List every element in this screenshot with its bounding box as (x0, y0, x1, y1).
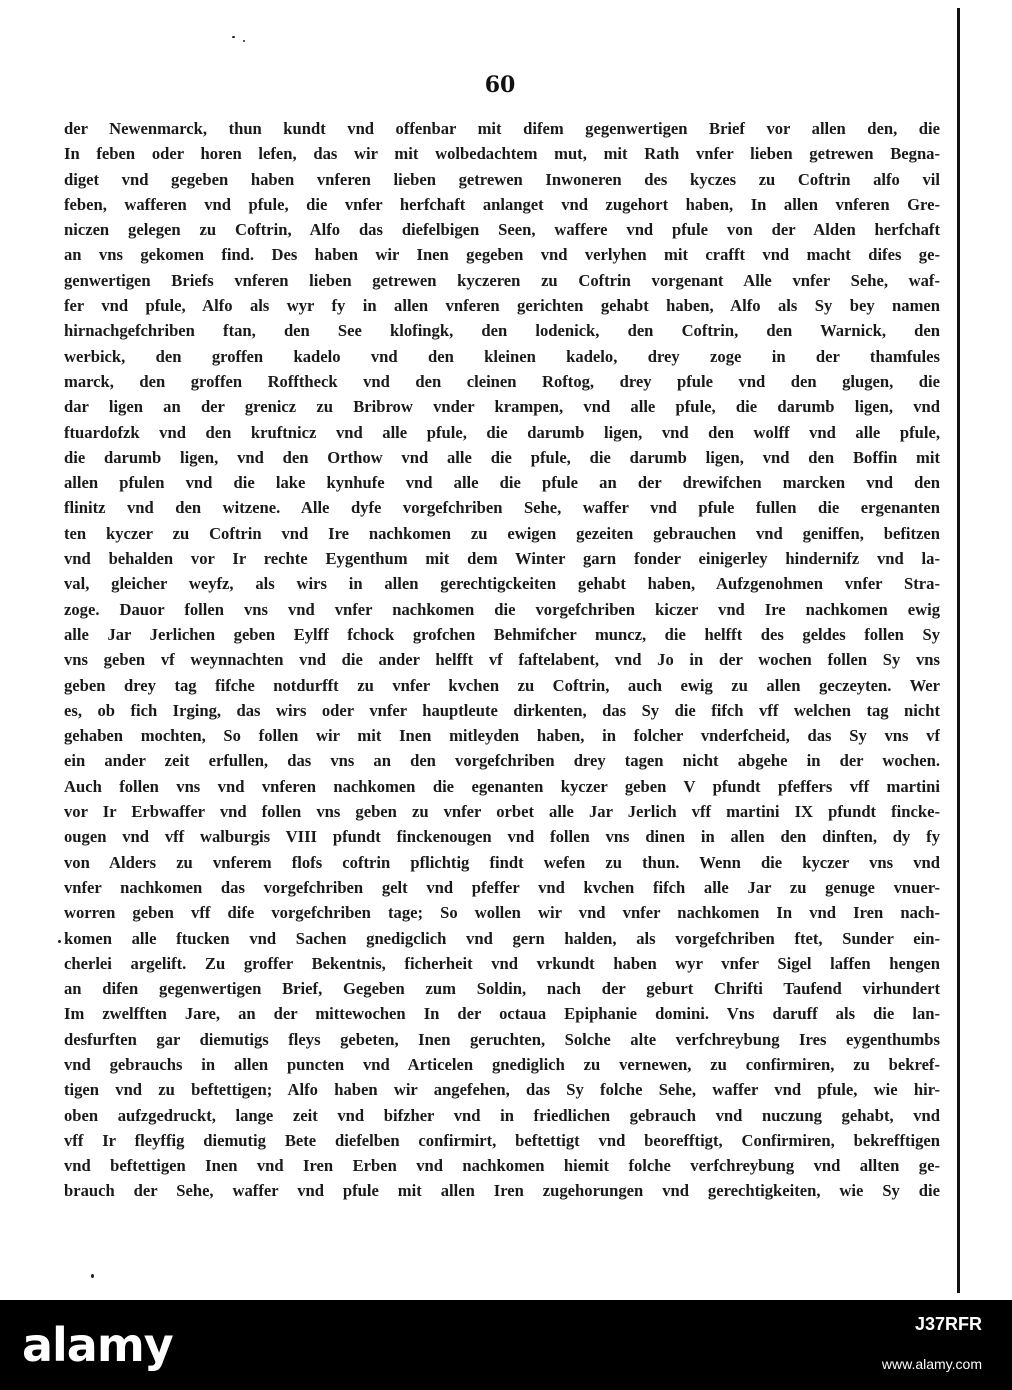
text-line: flinitz vnd den witzene. Alle dyfe vorgefchriben Sehe, waffer vnd pfule fullen die ergenanten (64, 498, 940, 518)
text-line: In feben oder horen lefen, das wir mit wolbedachtem mut, mit Rath vnfer lieben getrewen Begna- (64, 144, 940, 164)
text-line: ein ander zeit erfullen, das vns an den vorgefchriben drey tagen nicht abgehe in der wochen. (64, 751, 940, 771)
page-edge-rule (957, 8, 960, 1293)
text-line: komen alle ftucken vnd Sachen gnedigclich vnd gern halden, als vorgefchriben ftet, Sunder ein- (64, 928, 940, 948)
text-line: werbick, den groffen kadelo vnd den kleinen kadelo, drey zoge in der thamfules (64, 346, 940, 366)
text-line: der Newenmarck, thun kundt vnd offenbar mit difem gegenwertigen Brief vor allen den, die (64, 119, 940, 138)
ink-speck (91, 1274, 94, 1278)
text-line: vnd beftettigen Inen vnd Iren Erben vnd nachkomen hiemit folche verfchreybung vnd allten ge- (64, 1156, 940, 1176)
text-line: marck, den groffen Roffthеck vnd den cleinen Roftog, drey pfule vnd den glugen, die (64, 371, 940, 391)
text-line: cherlei argelift. Zu groffer Bekentnis, ficherheit vnd vrkundt haben wyr vnfer Sigel laffen hengen (64, 953, 940, 973)
text-line: feben, wafferen vnd pfule, die vnfer herfchaft anlanget vnd zugehort haben, In allen vnferen Gre- (64, 194, 940, 214)
text-line: vnfer nachkomen das vorgefchriben gelt vnd pfeffer vnd kvchen fifch alle Jar zu genuge vnuer- (64, 877, 940, 897)
text-line: oben aufzgedruckt, lange zeit vnd bifzher vnd in friedlichen gebrauch vnd nuczung gehabt, vnd (64, 1105, 940, 1125)
text-line: gehaben mochten, So follen wir mit Inen mitleyden haben, in folcher vnderfcheid, das Sy vns vf (64, 726, 940, 746)
text-line: ftuardofzk vnd den kruftnicz vnd alle pfule, die darumb ligen, vnd den wolff vnd alle pfule, (64, 422, 940, 442)
text-line: vnd behalden vor Ir rechte Eygenthum mit dem Winter garn fonder einigerley hindernifz vnd la- (64, 549, 940, 569)
text-line: Im zwelfften Jare, an der mittewochen In der octaua Epiphanie domini. Vns daruff als die lan- (64, 1004, 940, 1024)
text-line: allen pfulen vnd die lake kynhufe vnd alle die pfule an der drewifchen marcken vnd den (64, 473, 940, 493)
text-line: an difen gegenwertigen Brief, Gegeben zum Soldin, nach der geburt Chrifti Taufend virhundert (64, 979, 940, 999)
text-line: zoge. Dauor follen vns vnd vnfer nachkomen die vorgefchriben kiczer vnd Ire nachkomen ewig (64, 599, 940, 619)
text-line: die darumb ligen, vnd den Orthow vnd alle die pfule, die darumb ligen, vnd den Boffin mit (64, 447, 940, 467)
alamy-logo: alamy (22, 1318, 173, 1372)
text-line: an vns gekomen find. Des haben wir Inen gegeben vnd verlyhen mit crafft vnd macht difes ge- (64, 245, 940, 265)
banner-url: www.alamy.com (881, 1356, 982, 1372)
ink-speck (243, 40, 245, 42)
ink-speck (58, 940, 61, 943)
text-line: alle Jar Jerlichen geben Eylff fchock grofchen Behmifcher muncz, die helfft des geldes follen Sy (64, 624, 940, 644)
text-line: hirnachgefchriben ftan, den See klofingk, den lodenick, den Coftrin, den Warnick, den (64, 321, 940, 341)
text-line: vnd gebrauchs in allen puncten vnd Articelen gnediglich zu vernewen, zu confirmiren, zu bekref- (64, 1054, 940, 1074)
image-id: J37RFR (914, 1314, 982, 1334)
text-line: val, gleicher weyfz, als wirs in allen gerechtigckeiten gehabt haben, Aufzgenohmen vnfer Stra- (64, 574, 940, 594)
text-line: ougen vnd vff walburgis VIII pfundt finckenougen vnd follen vns dinen in allen den dinften, dy fy (64, 827, 940, 847)
text-line: vns geben vf weynnachten vnd die ander helfft vf faftelabent, vnd Jo in der wochen follen Sy vns (64, 650, 940, 670)
text-line: diget vnd gegeben haben vnferen lieben getrewen Inwoneren des kyczes zu Coftrin alfo vil (64, 169, 940, 189)
body-text (64, 116, 940, 1204)
stock-watermark-banner (0, 1300, 1012, 1390)
ink-speck (232, 36, 235, 38)
text-line: fer vnd pfule, Alfo als wyr fy in allen vnferen gerichten gehabt haben, Alfo als Sy bey namen (64, 296, 940, 316)
text-line: es, ob fich Irging, das wirs oder vnfer hauptleute dirkenten, das Sy die fifch vff welchen tag nicht (64, 700, 940, 720)
text-line: ten kyczer zu Coftrin vnd Ire nachkomen zu ewigen gezeiten gebrauchen vnd geniffen, befitzen (64, 523, 940, 543)
text-line: vor Ir Erbwaffer vnd follen vns geben zu vnfer orbet alle Jar Jerlich vff martini IX pfundt fincke- (64, 802, 940, 822)
text-line: desfurften gar diemutigs fleys gebeten, Inen geruchten, Solche alte verfchreybung Ires eygenthumbs (64, 1029, 940, 1049)
text-line: tigen vnd zu beftettigen; Alfo haben wir angefehen, das Sy folche Sehe, waffer vnd pfule, wie hir- (64, 1080, 940, 1100)
text-line: niczen gelegen zu Coftrin, Alfo das diefelbigen Seen, waffere vnd pfule von der Alden herfchaft (64, 220, 940, 240)
text-line: vff Ir fleyffig diemutig Bete diefelben confirmirt, beftettigt vnd beorefftigt, Confirmiren, bekrefftigen (64, 1130, 940, 1150)
text-line: worren geben vff dife vorgefchriben tage; So wollen wir vnd vnfer nachkomen In vnd Iren nach- (64, 903, 940, 923)
text-line: dar ligen an der grenicz zu Bribrow vnder krampen, vnd alle pfule, die darumb ligen, vnd (64, 397, 940, 417)
text-line: Auch follen vns vnd vnferen nachkomen die egenanten kyczer geben V pfundt pfeffers vff martini (64, 776, 940, 796)
text-line: genwertigen Briefs vnferen lieben getrewen kyczeren zu Coftrin vorgenant Alle vnfer Sehe, waf- (64, 270, 940, 290)
page-number: 60 (484, 72, 516, 98)
text-line: geben drey tag fifche notdurfft zu vnfer kvchen zu Coftrin, auch ewig zu allen geczeyten. Wer (64, 675, 940, 695)
text-line: von Alders zu vnferem flofs coftrin pflichtig findt wefen zu thun. Wenn die kyczer vns vnd (64, 852, 940, 872)
text-line: brauch der Sehe, waffer vnd pfule mit allen Iren zugehorungen vnd gerechtigkeiten, wie Sy die (64, 1181, 940, 1201)
